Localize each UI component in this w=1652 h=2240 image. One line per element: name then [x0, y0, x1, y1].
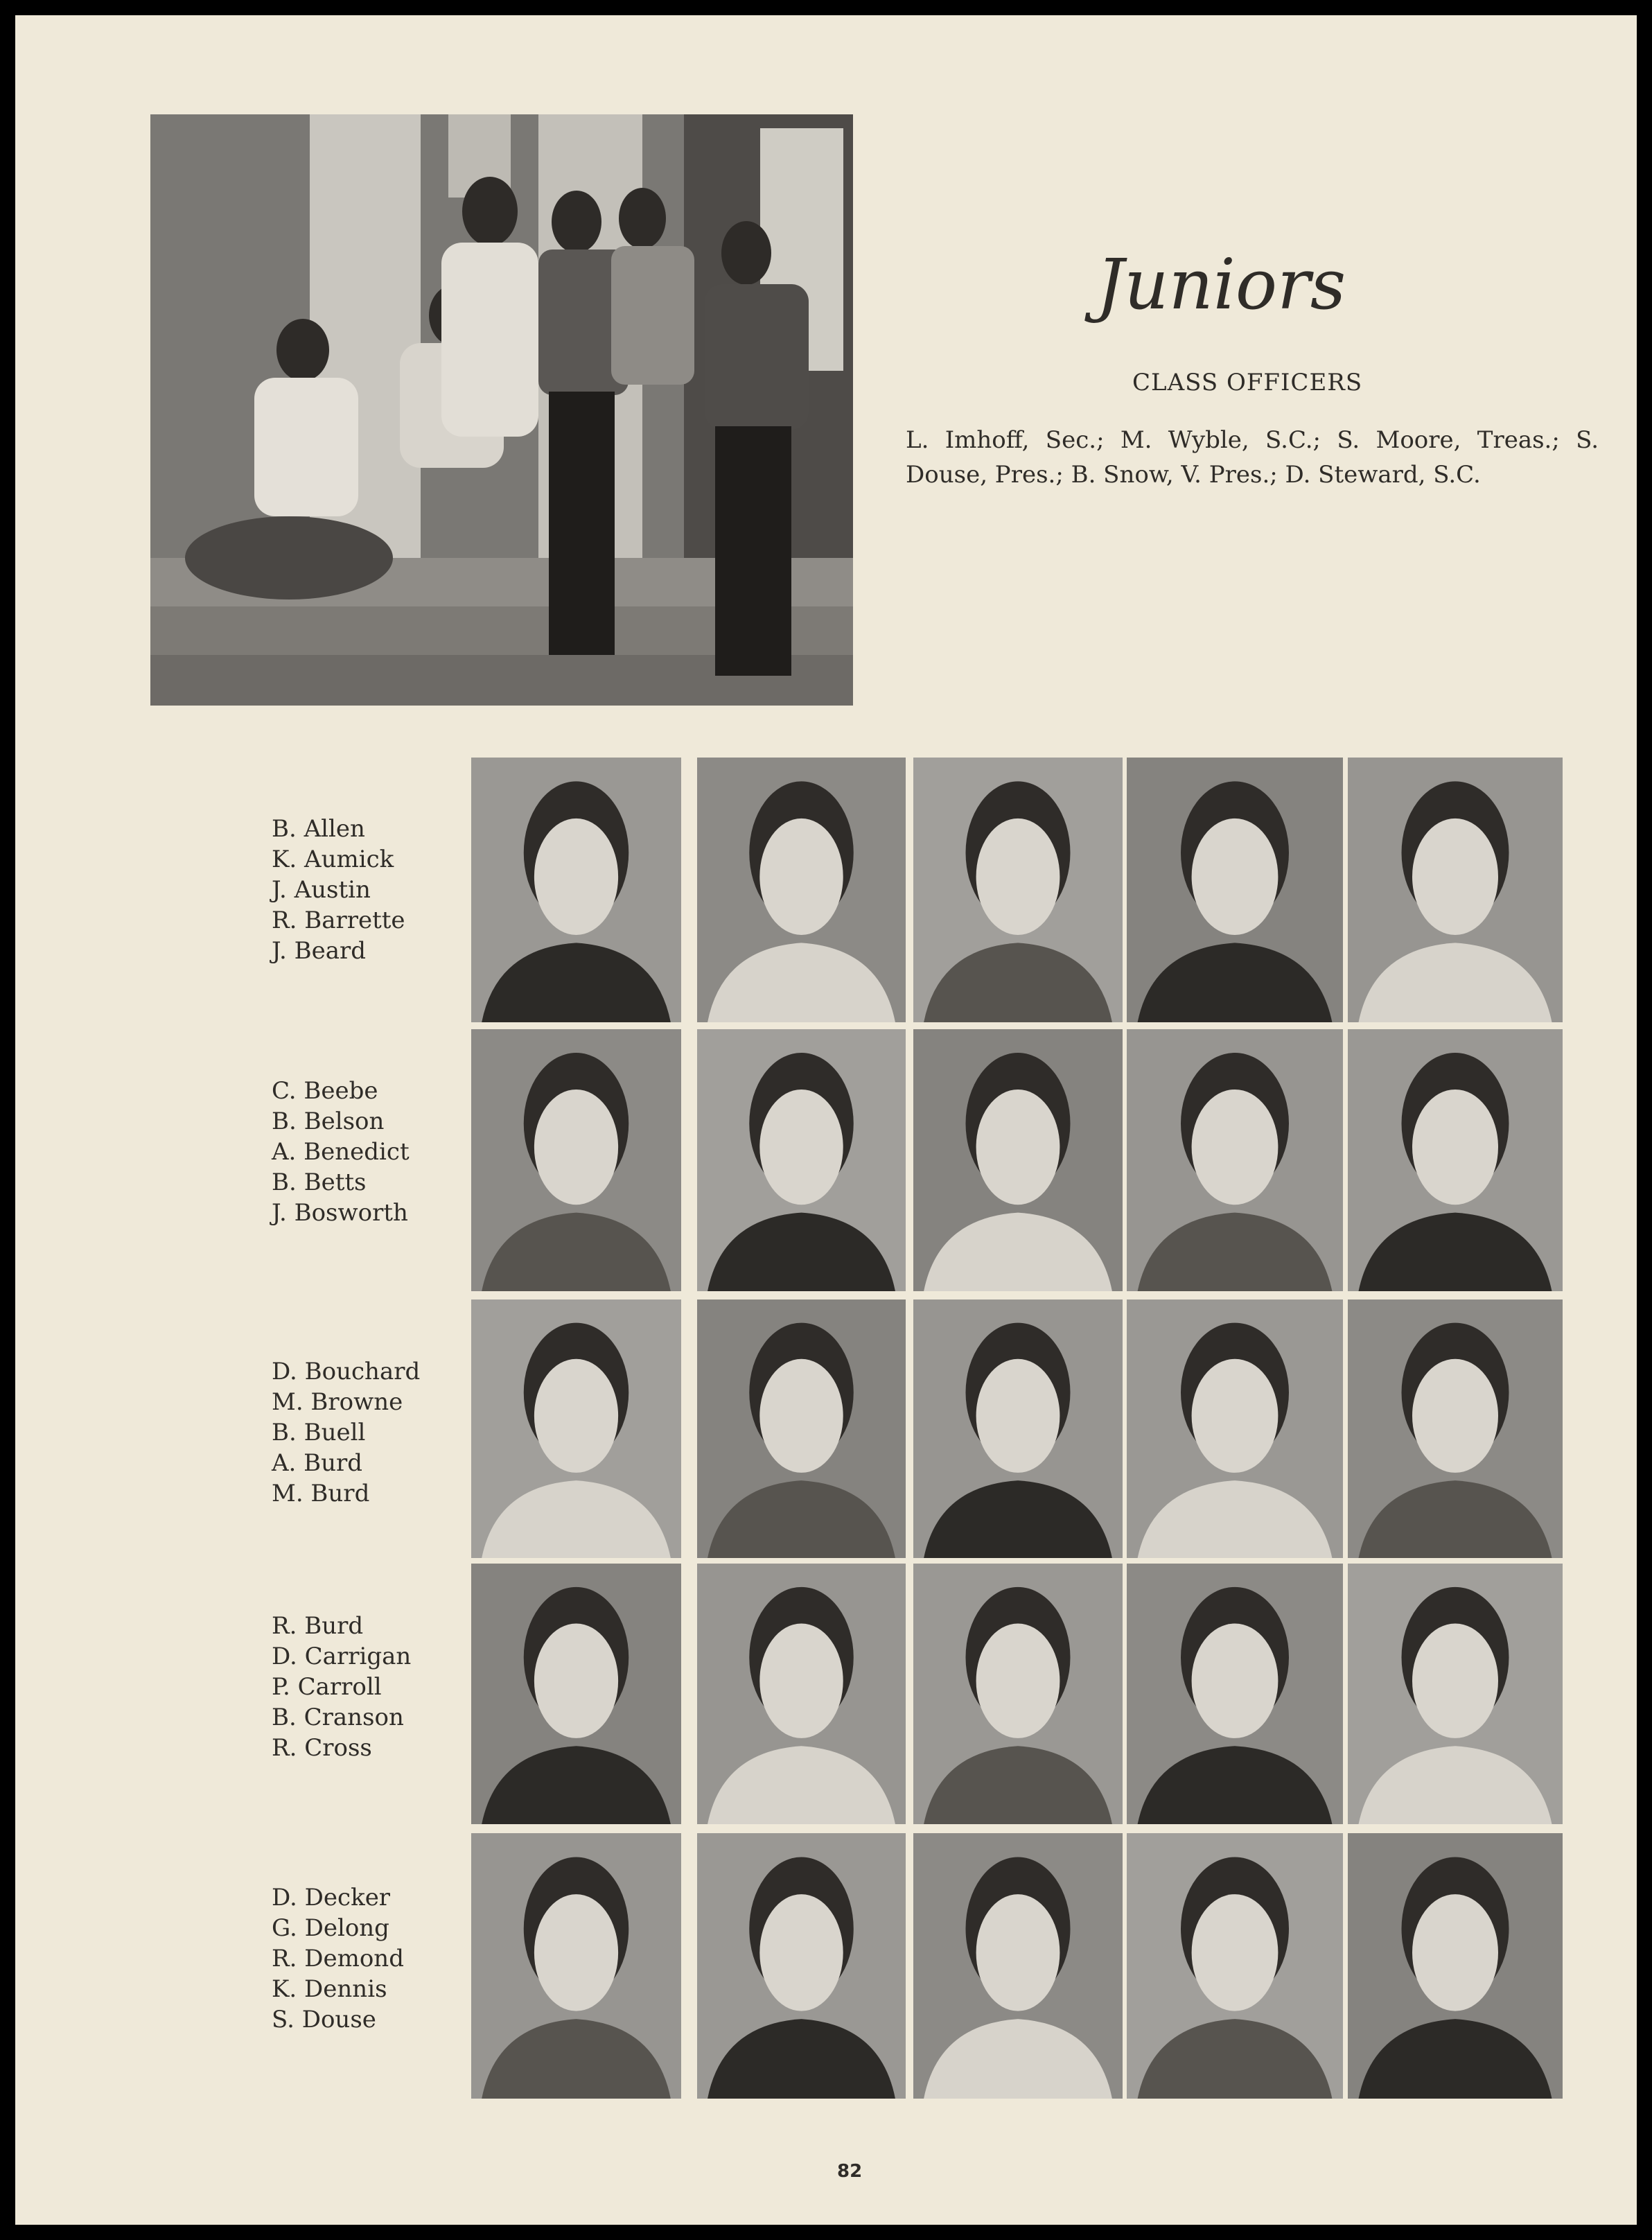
student-name: B. Cranson	[272, 1704, 404, 1731]
student-portrait	[913, 1029, 1123, 1291]
student-name: K. Aumick	[272, 846, 394, 873]
student-portrait	[471, 1564, 681, 1824]
student-name: B. Betts	[272, 1169, 367, 1196]
name-list-row-3	[272, 1356, 473, 1509]
student-name: B. Allen	[272, 815, 365, 843]
student-name: C. Beebe	[272, 1077, 378, 1105]
name-list-row-4	[272, 1611, 473, 1763]
student-portrait	[471, 1029, 681, 1291]
student-portrait	[697, 1564, 906, 1824]
student-portrait	[913, 1833, 1123, 2099]
student-name: D. Bouchard	[272, 1358, 421, 1385]
student-name: J. Beard	[272, 937, 366, 965]
student-portrait	[1127, 758, 1343, 1022]
student-portrait	[1348, 1564, 1563, 1824]
student-name: J. Bosworth	[272, 1199, 408, 1227]
name-list-row-2	[272, 1076, 473, 1228]
student-portrait	[1348, 1029, 1563, 1291]
page-number: 82	[837, 2161, 863, 2182]
student-name: B. Belson	[272, 1108, 385, 1135]
student-name: G. Delong	[272, 1914, 389, 1942]
student-portrait	[697, 758, 906, 1022]
student-name: P. Carroll	[272, 1673, 382, 1701]
student-portrait	[913, 1300, 1123, 1558]
student-portrait	[697, 1833, 906, 2099]
student-portrait	[471, 1833, 681, 2099]
name-list-row-5	[272, 1882, 473, 2035]
student-portrait	[1348, 758, 1563, 1022]
student-name: K. Dennis	[272, 1975, 387, 2003]
student-name: R. Barrette	[272, 907, 405, 934]
student-portrait	[913, 758, 1123, 1022]
student-portrait	[471, 758, 681, 1022]
group-photo-drawing	[150, 114, 853, 706]
class-officers-list: L. Imhoff, Sec.; M. Wyble, S.C.; S. Moore, Treas.; S. Douse, Pres.; B. Snow, V. Pres.; D. Steward, S.C.	[906, 426, 1599, 489]
student-portrait	[697, 1029, 906, 1291]
student-name: S. Douse	[272, 2006, 376, 2033]
student-name: D. Decker	[272, 1884, 391, 1911]
student-portrait	[1348, 1833, 1563, 2099]
student-portrait	[1127, 1029, 1343, 1291]
student-portrait	[697, 1300, 906, 1558]
name-list-row-1	[272, 814, 473, 966]
student-name: D. Carrigan	[272, 1643, 412, 1670]
student-portrait	[1127, 1564, 1343, 1824]
student-name: R. Demond	[272, 1945, 404, 1972]
student-name: M. Burd	[272, 1480, 370, 1507]
class-officers-group-photo	[150, 114, 853, 706]
class-officers-heading: CLASS OFFICERS	[1132, 369, 1363, 396]
student-name: B. Buell	[272, 1419, 366, 1446]
student-name: A. Burd	[272, 1449, 363, 1477]
student-name: A. Benedict	[272, 1138, 410, 1166]
student-portrait	[1127, 1833, 1343, 2099]
student-portrait	[913, 1564, 1123, 1824]
student-name: R. Cross	[272, 1734, 372, 1762]
student-name: J. Austin	[272, 876, 371, 904]
student-name: R. Burd	[272, 1612, 364, 1640]
yearbook-page	[15, 15, 1637, 2225]
student-portrait	[471, 1300, 681, 1558]
student-portrait	[1127, 1300, 1343, 1558]
student-name: M. Browne	[272, 1388, 403, 1416]
section-title: Juniors	[1096, 244, 1346, 325]
student-portrait	[1348, 1300, 1563, 1558]
